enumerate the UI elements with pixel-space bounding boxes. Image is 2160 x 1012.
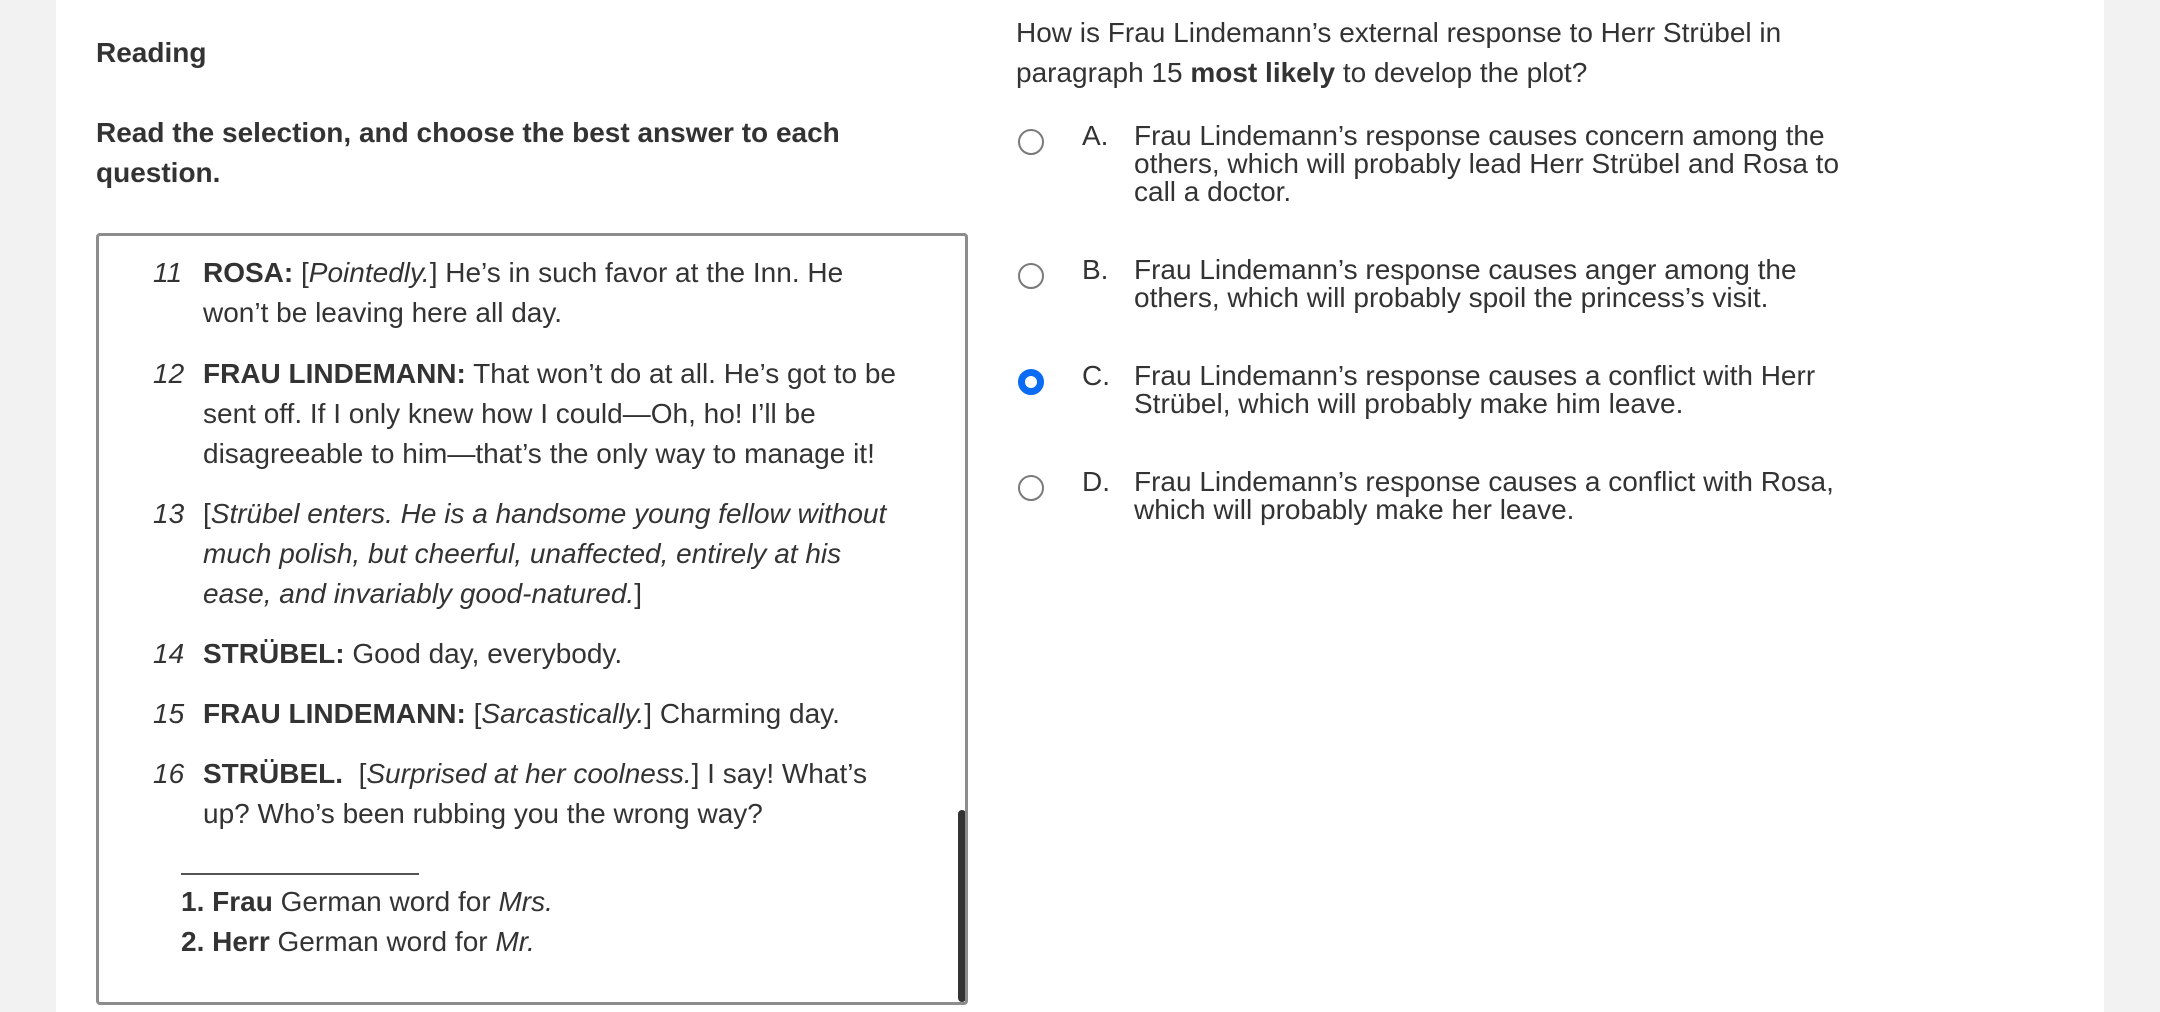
paragraph-text: FRAU LINDEMANN: That won’t do at all. He’s got to be sent off. If I only knew how I could—Oh, ho! I’ll be disagreeable to him—that’s the only way to manage it!: [203, 358, 896, 469]
footnote-divider: [181, 873, 419, 875]
passage-box[interactable]: [96, 233, 968, 1005]
footnote-2: 2. Herr German word for Mr.: [181, 926, 535, 957]
question-emphasis: most likely: [1190, 57, 1336, 88]
paragraph-text: STRÜBEL: Good day, everybody.: [203, 638, 623, 669]
choice-text: Frau Lindemann’s response causes concern among the others, which will probably lead Herr Strübel and Rosa to call a doctor.: [1134, 120, 1840, 207]
stage-direction: Surprised at her coolness.: [366, 758, 692, 789]
choice-text: Frau Lindemann’s response causes anger among the others, which will probably spoil the princess’s visit.: [1134, 254, 1797, 313]
speaker: STRÜBEL:: [203, 638, 345, 669]
footnote-1: 1. Frau German word for Mrs.: [181, 886, 553, 917]
speaker: FRAU LINDEMANN:: [203, 358, 466, 389]
paragraph-text: ROSA: [Pointedly.] He’s in such favor at the Inn. He won’t be leaving here all day.: [203, 257, 844, 328]
paragraph-number: 12: [153, 358, 185, 389]
speaker: STRÜBEL.: [203, 758, 343, 789]
footnote-term: Herr: [212, 926, 270, 957]
passage-scrollbar[interactable]: [958, 810, 966, 1002]
stage-direction: Sarcastically.: [481, 698, 645, 729]
paragraph-text: [Strübel enters. He is a handsome young fellow without much polish, but cheerful, unaffected, entirely at his ease, and invariably good-natured.]: [203, 498, 887, 609]
paragraph-number: 13: [153, 498, 185, 529]
choice-letter: D.: [1082, 466, 1110, 497]
instructions: Read the selection, and choose the best answer to each question.: [96, 117, 840, 188]
choice-letter: A.: [1082, 120, 1109, 151]
section-title: Reading: [96, 37, 207, 68]
test-page: [56, 0, 2104, 1012]
choice-text: Frau Lindemann’s response causes a conflict with Herr Strübel, which will probably make him leave.: [1134, 360, 1816, 419]
paragraph-number: 14: [153, 638, 185, 669]
footnote-term: Frau: [212, 886, 273, 917]
reading-panel: [96, 0, 972, 1012]
stage-direction: Strübel enters. He is a handsome young fellow without much polish, but cheerful, unaffected, entirely at his ease, and invariably good-natured.: [203, 498, 887, 609]
radio-button-c-selected[interactable]: [1018, 369, 1044, 395]
radio-button-d[interactable]: [1018, 475, 1044, 501]
choice-letter: C.: [1082, 360, 1110, 391]
radio-button-b[interactable]: [1018, 263, 1044, 289]
paragraph-text: FRAU LINDEMANN: [Sarcastically.] Charming day.: [203, 698, 840, 729]
radio-button-a[interactable]: [1018, 129, 1044, 155]
stage-direction: Pointedly.: [308, 257, 430, 288]
paragraph-number: 16: [153, 758, 185, 789]
choice-letter: B.: [1082, 254, 1109, 285]
paragraph-text: STRÜBEL. [Surprised at her coolness.] I say! What’s up? Who’s been rubbing you the wrong way?: [203, 758, 867, 829]
paragraph-number: 15: [153, 698, 185, 729]
question-stem: How is Frau Lindemann’s external response to Herr Strübel in paragraph 15 most likely to develop the plot?: [1016, 17, 1782, 88]
speaker: FRAU LINDEMANN:: [203, 698, 466, 729]
choice-text: Frau Lindemann’s response causes a conflict with Rosa, which will probably make her leave.: [1134, 466, 1834, 525]
paragraph-number: 11: [153, 257, 183, 288]
speaker: ROSA:: [203, 257, 294, 288]
